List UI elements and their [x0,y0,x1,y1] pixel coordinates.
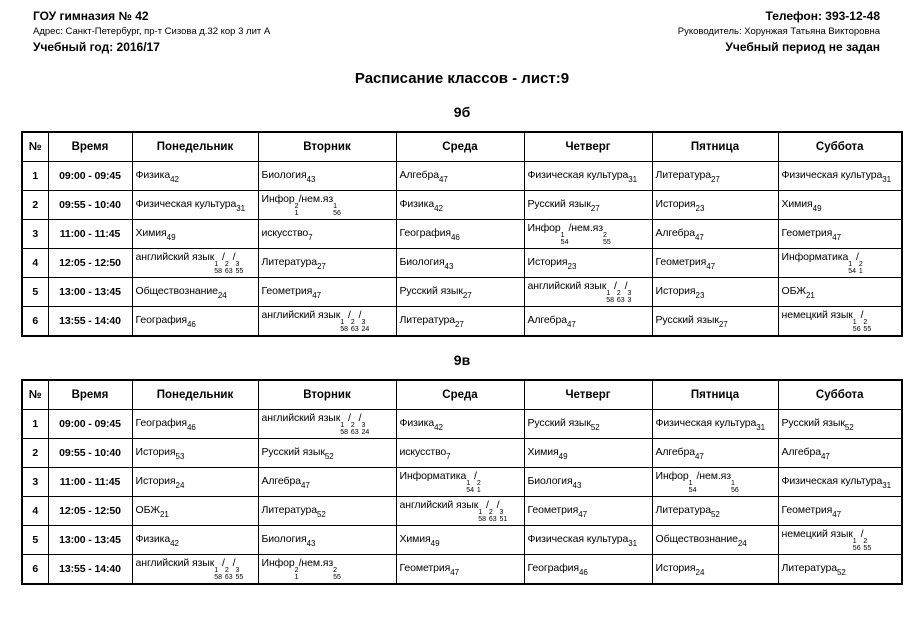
room-number: 31 [628,538,638,548]
lesson-number: 2 [22,191,48,220]
schedule-table-9b [21,131,903,337]
lesson-number: 4 [22,497,48,526]
time-cell: 13:55 - 14:40 [48,555,132,585]
time-cell: 12:05 - 12:50 [48,497,132,526]
room-number: 24 [175,480,185,490]
group-room-marker: 1 54 [688,480,697,494]
lesson-cell: История$_{24}$ [652,555,778,585]
group-room-marker: 3 24 [361,422,370,436]
lesson-cell: Биология$_{43}$ [258,526,396,555]
director-line: Руководитель: Хорунжая Татьяна Викторовна [677,25,880,37]
column-header-row [22,132,902,162]
room-number: 52 [590,422,600,432]
room-number: 47 [578,509,588,519]
schedule-row [22,191,902,220]
column-header-row [22,380,902,410]
column-header: Вторник [258,380,396,410]
time-cell: 13:00 - 13:45 [48,526,132,555]
lesson-cell: искусство$_7$ [396,439,524,468]
lesson-cell: Физика$_{42}$ [132,162,258,191]
group-room-marker: 2 63 [224,261,233,275]
schedule-row [22,497,902,526]
column-header: Пятница [652,132,778,162]
document-header [0,0,924,55]
schedule-row [22,249,902,278]
room-number: 43 [306,174,316,184]
schedule-row [22,410,902,439]
column-header: Среда [396,380,524,410]
group-room-marker: 1 58 [606,290,615,304]
lesson-cell: Литература$_{27}$ [652,162,778,191]
lesson-number: 2 [22,439,48,468]
room-number: 24 [695,567,705,577]
lesson-cell: География$_{46}$ [524,555,652,585]
room-number: 49 [812,203,822,213]
group-room-marker: 2 55 [863,538,872,552]
lesson-cell: Химия$_{49}$ [132,220,258,249]
lesson-cell: Физика$_{42}$ [132,526,258,555]
room-number: 27 [710,174,720,184]
time-cell: 12:05 - 12:50 [48,249,132,278]
room-number: 21 [805,290,815,300]
lesson-cell: Литература$_{27}$ [258,249,396,278]
lesson-cell: Физическая культура$_{31}$ [778,162,902,191]
room-number: 52 [710,509,720,519]
room-number: 46 [186,319,196,329]
group-room-marker: 1 58 [340,422,349,436]
room-number: 46 [450,232,460,242]
group-room-marker: 2 55 [333,567,341,581]
lesson-cell: немецкий язык 1 56 / 2 55 [778,307,902,337]
lesson-cell: Физика$_{42}$ [396,410,524,439]
lesson-cell: Русский язык$_{52}$ [524,410,652,439]
column-header: Понедельник [132,132,258,162]
schedule-row [22,278,902,307]
room-number: 47 [820,451,830,461]
lesson-cell: Физическая культура$_{31}$ [132,191,258,220]
group-room-marker: 2 1 [858,261,863,275]
time-cell: 11:00 - 11:45 [48,468,132,497]
lesson-number: 5 [22,526,48,555]
schedule-row [22,220,902,249]
lesson-cell: Алгебра$_{47}$ [396,162,524,191]
lesson-cell: $ОБЖ_{21}$ [778,278,902,307]
group-room-marker: 1 56 [333,203,341,217]
schedule-row [22,307,902,337]
room-number: 47 [312,290,322,300]
lesson-cell: искусство$_7$ [258,220,396,249]
group-room-marker: 1 58 [214,261,223,275]
schedule-row [22,439,902,468]
lesson-cell: Биология$_{43}$ [258,162,396,191]
lesson-number: 6 [22,555,48,585]
lesson-cell: Физическая культура$_{31}$ [652,410,778,439]
lesson-cell: Русский язык$_{27}$ [652,307,778,337]
header-left-block [33,8,270,55]
room-number: 49 [430,538,440,548]
group-room-marker: 2 55 [602,232,611,246]
lesson-cell: Информатика 1 54 / 2 1 [778,249,902,278]
school-year: Учебный год: 2016/17 [33,39,160,54]
lesson-cell: английский язык 1 58 / 2 63 / 3 3 [524,278,652,307]
lesson-cell: История$_{23}$ [652,278,778,307]
lesson-number: 1 [22,162,48,191]
lesson-cell: английский язык 1 58 / 2 63 / 3 55 [132,249,258,278]
room-number: 7 [446,451,451,461]
lesson-cell: Геометрия$_{47}$ [524,497,652,526]
class-name-9v: 9в [453,352,471,369]
group-room-marker: 2 1 [294,567,299,581]
lesson-cell: Химия$_{49}$ [778,191,902,220]
group-room-marker: 3 51 [499,509,508,523]
school-address: Адрес: Санкт-Петербург, пр-т Сизова д.32 кор 3 лит А [33,25,271,37]
group-room-marker: 3 55 [235,567,244,581]
group-room-marker: 1 56 [852,319,861,333]
lesson-cell: Физическая культура$_{31}$ [778,468,902,497]
room-number: 31 [882,174,892,184]
lesson-cell: Биология$_{43}$ [524,468,652,497]
column-header: Время [48,380,132,410]
schedule-row [22,162,902,191]
school-name: ГОУ гимназия № 42 [33,9,149,23]
lesson-number: 3 [22,468,48,497]
group-room-marker: 2 1 [476,480,481,494]
group-room-marker: 1 54 [560,232,569,246]
lesson-cell: $ОБЖ_{21}$ [132,497,258,526]
lesson-cell: Геометрия$_{47}$ [778,220,902,249]
lesson-cell: Инфор 1 54 /нем.яз 2 55 [524,220,652,249]
room-number: 24 [217,290,227,300]
group-room-marker: 2 1 [294,203,299,217]
room-number: 27 [590,203,600,213]
lesson-cell: английский язык 1 58 / 2 63 / 3 55 [132,555,258,585]
lesson-cell: История$_{23}$ [524,249,652,278]
lesson-cell: Физическая культура$_{31}$ [524,526,652,555]
column-header: Среда [396,132,524,162]
room-number: 47 [566,319,576,329]
lesson-cell: немецкий язык 1 56 / 2 55 [778,526,902,555]
column-header: Понедельник [132,380,258,410]
schedule-row [22,555,902,585]
room-number: 49 [166,232,176,242]
group-room-marker: 2 63 [224,567,233,581]
lesson-cell: Инфор 2 1 /нем.яз 2 55 [258,555,396,585]
lesson-cell: Русский язык$_{52}$ [258,439,396,468]
room-number: 43 [444,261,454,271]
lesson-cell: Литература$_{52}$ [258,497,396,526]
lesson-cell: География$_{46}$ [132,307,258,337]
room-number: 52 [316,509,326,519]
group-room-marker: 1 58 [214,567,223,581]
room-number: 31 [628,174,638,184]
phone-line: Телефон: 393-12-48 [765,9,880,23]
lesson-cell: Алгебра$_{47}$ [524,307,652,337]
room-number: 52 [836,567,846,577]
group-room-marker: 2 55 [863,319,872,333]
lesson-cell: английский язык 1 58 / 2 63 / 3 24 [258,410,396,439]
lesson-cell: География$_{46}$ [132,410,258,439]
lesson-cell: География$_{46}$ [396,220,524,249]
lesson-cell: Геометрия$_{47}$ [396,555,524,585]
schedule-row [22,468,902,497]
group-room-marker: 3 3 [627,290,632,304]
lesson-number: 3 [22,220,48,249]
room-number: 49 [558,451,568,461]
lesson-cell: История$_{53}$ [132,439,258,468]
lesson-cell: английский язык 1 58 / 2 63 / 3 24 [258,307,396,337]
lesson-cell: Обществознание$_{24}$ [652,526,778,555]
lesson-cell: Алгебра$_{47}$ [258,468,396,497]
lesson-number: 5 [22,278,48,307]
group-room-marker: 2 63 [350,319,359,333]
group-room-marker: 2 63 [616,290,625,304]
lesson-cell: Инфор 1 54 /нем.яз 1 56 [652,468,778,497]
column-header: Время [48,132,132,162]
lesson-cell: История$_{24}$ [132,468,258,497]
room-number: 42 [170,538,179,548]
column-header: Пятница [652,380,778,410]
room-number: 27 [718,319,728,329]
lesson-cell: Геометрия$_{47}$ [258,278,396,307]
room-number: 23 [567,261,577,271]
time-cell: 09:00 - 09:45 [48,410,132,439]
time-cell: 09:55 - 10:40 [48,191,132,220]
page-title: Расписание классов - лист:9 [354,70,570,88]
room-number: 53 [175,451,185,461]
schedule-row [22,526,902,555]
lesson-cell: Биология$_{43}$ [396,249,524,278]
room-number: 21 [159,509,169,519]
column-header: Вторник [258,132,396,162]
lesson-number: 4 [22,249,48,278]
room-number: 47 [450,567,460,577]
room-number: 27 [316,261,326,271]
room-number: 23 [695,290,705,300]
lesson-cell: История$_{23}$ [652,191,778,220]
group-room-marker: 2 63 [488,509,497,523]
room-number: 47 [300,480,310,490]
time-cell: 09:00 - 09:45 [48,162,132,191]
column-header: Четверг [524,132,652,162]
room-number: 31 [882,480,892,490]
room-number: 52 [324,451,334,461]
room-number: 46 [186,422,196,432]
room-number: 47 [694,232,704,242]
room-number: 46 [578,567,588,577]
room-number: 23 [695,203,705,213]
room-number: 47 [832,509,842,519]
room-number: 47 [438,174,448,184]
lesson-cell: Геометрия$_{47}$ [778,497,902,526]
room-number: 27 [454,319,464,329]
room-number: 47 [694,451,704,461]
group-room-marker: 1 58 [478,509,487,523]
room-number: 27 [462,290,472,300]
room-number: 52 [844,422,854,432]
lesson-cell: Литература$_{52}$ [778,555,902,585]
lesson-cell: Литература$_{52}$ [652,497,778,526]
group-room-marker: 1 58 [340,319,349,333]
room-number: 43 [572,480,582,490]
room-number: 42 [434,203,443,213]
lesson-cell: Алгебра$_{47}$ [778,439,902,468]
room-number: 43 [306,538,316,548]
column-header: Суббота [778,132,902,162]
lesson-cell: Литература$_{27}$ [396,307,524,337]
column-header: Четверг [524,380,652,410]
column-header: № [22,132,48,162]
lesson-cell: Химия$_{49}$ [524,439,652,468]
group-room-marker: 3 55 [235,261,244,275]
header-right-block [678,8,880,55]
group-room-marker: 3 24 [361,319,370,333]
lesson-cell: Алгебра$_{47}$ [652,220,778,249]
time-cell: 13:00 - 13:45 [48,278,132,307]
lesson-number: 1 [22,410,48,439]
group-room-marker: 2 63 [350,422,359,436]
lesson-cell: Русский язык$_{52}$ [778,410,902,439]
column-header: № [22,380,48,410]
column-header: Суббота [778,380,902,410]
lesson-number: 6 [22,307,48,337]
period-line: Учебный период не задан [725,39,880,54]
class-name-9b: 9б [453,104,471,121]
lesson-cell: Геометрия$_{47}$ [652,249,778,278]
schedule-table-9v [21,379,903,585]
room-number: 24 [737,538,747,548]
room-number: 31 [756,422,766,432]
room-number: 47 [706,261,716,271]
room-number: 31 [236,203,246,213]
time-cell: 11:00 - 11:45 [48,220,132,249]
lesson-cell: Физика$_{42}$ [396,191,524,220]
lesson-cell: Инфор 2 1 /нем.яз 1 56 [258,191,396,220]
time-cell: 09:55 - 10:40 [48,439,132,468]
lesson-cell: английский язык 1 58 / 2 63 / 3 51 [396,497,524,526]
room-number: 7 [308,232,313,242]
room-number: 47 [832,232,842,242]
time-cell: 13:55 - 14:40 [48,307,132,337]
group-room-marker: 1 56 [852,538,861,552]
lesson-cell: Информатика 1 54 / 2 1 [396,468,524,497]
lesson-cell: Русский язык$_{27}$ [396,278,524,307]
room-number: 42 [434,422,443,432]
group-room-marker: 1 56 [730,480,739,494]
lesson-cell: Алгебра$_{47}$ [652,439,778,468]
room-number: 42 [170,174,179,184]
lesson-cell: Обществознание$_{24}$ [132,278,258,307]
lesson-cell: Химия$_{49}$ [396,526,524,555]
group-room-marker: 1 54 [848,261,857,275]
group-room-marker: 1 54 [466,480,475,494]
lesson-cell: Физическая культура$_{31}$ [524,162,652,191]
lesson-cell: Русский язык$_{27}$ [524,191,652,220]
